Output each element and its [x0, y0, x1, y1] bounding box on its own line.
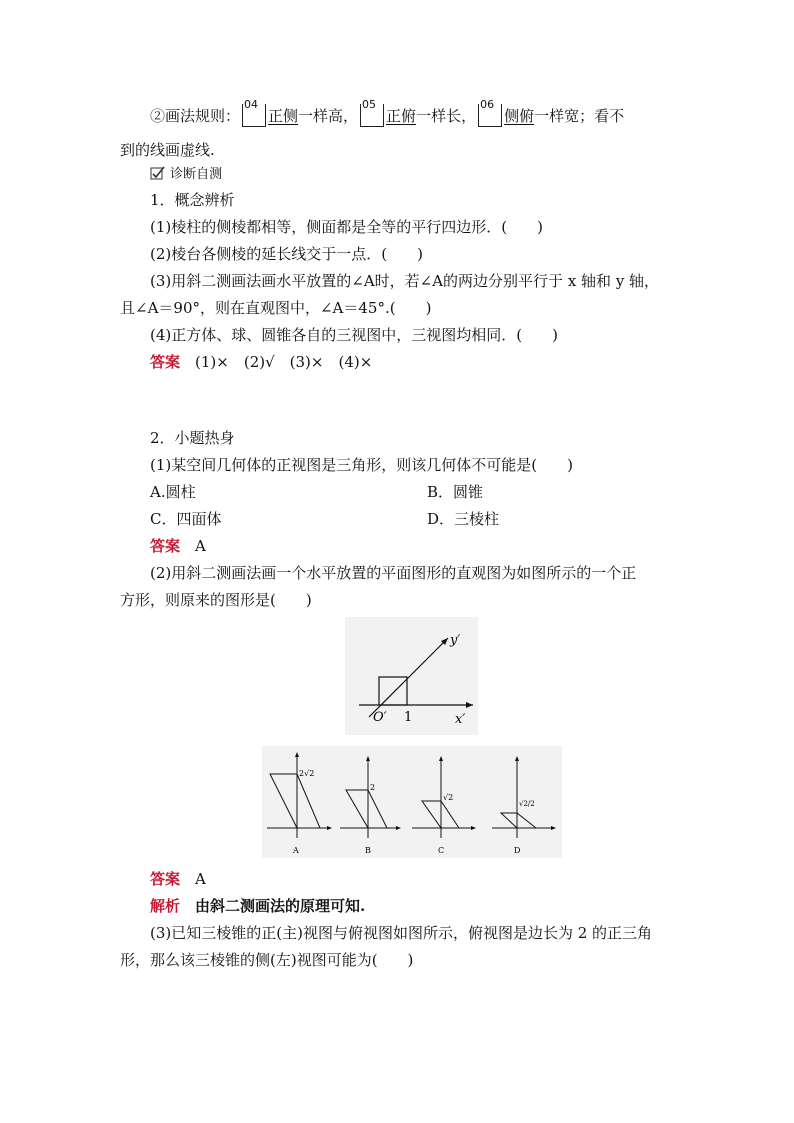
q1-item-3-cont: 且∠A＝90°，则在直观图中，∠A＝45°.( ): [120, 299, 432, 317]
blank-number: 05: [362, 98, 377, 111]
q1-item-1: (1)棱柱的侧棱都相等，侧面都是全等的平行四边形．( ): [150, 218, 543, 236]
origin-label: O′: [373, 710, 387, 725]
option-a: A.圆柱: [150, 483, 196, 501]
q2-answer-1: [150, 536, 206, 556]
answer-label: 答案: [150, 870, 181, 888]
q1-item-3: (3)用斜二测画法画水平放置的∠A时，若∠A的两边分别平行于 x 轴和 y 轴，: [150, 272, 660, 290]
q2-part2-line2: 方形，则原来的图形是( ): [120, 591, 312, 609]
q2-part3-line1: (3)已知三棱锥的正(主)视图与俯视图如图所示，俯视图是边长为 2 的正三角: [150, 924, 653, 942]
y-prime-label: y′: [450, 633, 461, 648]
rule-term: 侧俯: [504, 107, 535, 125]
blank-number: 04: [244, 98, 259, 111]
q2-part2-line1: (2)用斜二测画法画一个水平放置的平面图形的直观图为如图所示的一个正: [150, 564, 637, 582]
drawing-rule-line: [150, 98, 625, 127]
blank-box-05: [360, 98, 384, 127]
option-c: C．四面体: [150, 510, 222, 528]
answer-label: 答案: [150, 537, 181, 555]
choices-figure: [262, 746, 562, 858]
choice-label: B: [365, 846, 371, 855]
rule-text: 一样高，: [298, 107, 359, 125]
one-label: 1: [404, 710, 413, 725]
length-label: 2√2: [299, 769, 315, 778]
rule-text: 一样长，: [416, 107, 477, 125]
rule-prefix: ②画法规则：: [150, 107, 241, 125]
blank-box-06: [478, 98, 502, 127]
rule-text: 一样宽；看不: [534, 107, 625, 125]
length-label: √2/2: [519, 800, 535, 808]
answer-text: A: [195, 537, 206, 555]
q2-title: 2．小题热身: [150, 429, 235, 447]
explanation-text: 由斜二测画法的原理可知.: [195, 897, 366, 915]
blank-box-04: [242, 98, 266, 127]
q1-answer: [150, 352, 372, 372]
self-test-label: 诊断自测: [170, 167, 223, 182]
answer-text: (1)× (2)√ (3)× (4)×: [195, 353, 373, 371]
rule-term: 正侧: [268, 107, 299, 125]
answer-text: A: [195, 870, 206, 888]
option-d: D．三棱柱: [427, 510, 500, 528]
choice-label: D: [514, 846, 521, 855]
length-label: 2: [370, 783, 376, 792]
q2-part1: (1)某空间几何体的正视图是三角形，则该几何体不可能是( ): [150, 456, 573, 474]
answer-label: 答案: [150, 353, 181, 371]
checkbox-check-icon: [150, 166, 166, 180]
x-prime-label: x′: [455, 712, 466, 727]
q2-answer-2: [150, 869, 206, 889]
drawing-rule-line-2: 到的线画虚线.: [120, 141, 215, 159]
choice-label: C: [438, 846, 445, 855]
q2-part3-line2: 形，那么该三棱锥的侧(左)视图可能为( ): [120, 951, 414, 969]
explanation-label: 解析: [150, 897, 181, 915]
self-test-heading: [150, 165, 222, 185]
rule-term: 正俯: [386, 107, 417, 125]
choice-label: A: [293, 846, 299, 855]
blank-number: 06: [480, 98, 495, 111]
intuitive-view-figure: [345, 617, 478, 735]
q1-item-4: (4)正方体、球、圆锥各自的三视图中，三视图均相同．( ): [150, 326, 558, 344]
option-b: B．圆锥: [427, 483, 484, 501]
q1-title: 1．概念辨析: [150, 191, 235, 209]
q2-explanation: [150, 896, 365, 916]
length-label: √2: [443, 793, 454, 802]
q1-item-2: (2)棱台各侧棱的延长线交于一点．( ): [150, 245, 423, 263]
